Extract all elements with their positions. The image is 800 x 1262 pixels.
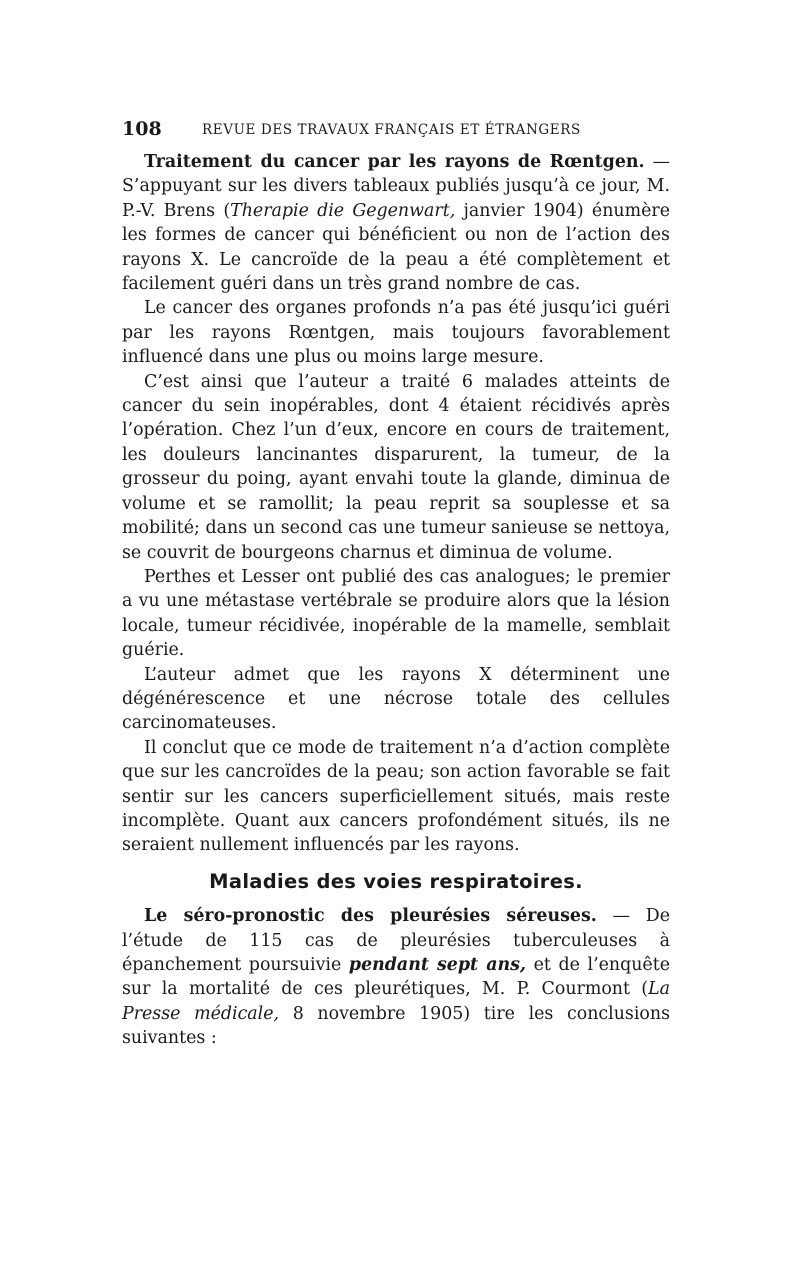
article1-p1-text-a: — S’appuyant sur les divers tableaux publiés jusqu’à ce jour, M. P.-V. Brens ( [122,152,670,221]
article2-p1-text-b: et de l’enquête sur la mortalité de ces pleurétiques, M. P. Courmont ( [122,955,670,1000]
article1-paragraph-3: C’est ainsi que l’auteur a traité 6 malades atteints de cancer du sein inopérables, dont 4 étaient récidivés après l’opération. Chez l’un d’eux, encore en cours de traitement, les douleurs lancinantes disparurent, la tumeur, de la grosseur du poing, ayant envahi toute la glande, diminua de volume et se ramollit; la peau reprit sa souplesse et sa mobilité; dans un second cas une tumeur sanieuse se nettoya, se couvrit de bourgeons charnus et diminua de volume. [122,371,670,563]
running-head: REVUE DES TRAVAUX FRANÇAIS ET ÉTRANGERS [202,122,581,138]
article1-journal: Therapie die Gegenwart, [230,200,456,221]
article2-emphasis: pendant sept ans, [348,955,526,975]
page-header [122,118,670,142]
article2-paragraph-1 [122,904,670,1050]
body-text [122,150,670,1051]
article1-title: Traitement du cancer par les rayons de Rœntgen. [144,152,645,172]
page-number: 108 [122,118,162,140]
article2-journal: La Presse médicale, [122,979,670,1024]
article2-p1-text-a: — De l’étude de 115 cas de pleurésies tuberculeuses à épanchement poursuivie [122,906,670,975]
article1-p1-text-b: janvier 1904) énumère les formes de cancer qui bénéficient ou non de l’action des rayons X. Le cancroïde de la peau a été complètement et facilement guéri dans un très grand nombre de cas. [122,200,670,295]
article1-paragraph-6: Il conclut que ce mode de traitement n’a d’action complète que sur les cancroïdes de la peau; son action favorable se fait sentir sur les cancers superficiellement situés, mais reste incomplète. Quant aux cancers profondément situés, ils ne seraient nullement influencés par les rayons. [122,737,670,856]
article1-paragraph-5: L’auteur admet que les rayons X déterminent une dégénérescence et une nécrose totale des cellules carcinomateuses. [122,664,670,734]
section-heading: Maladies des voies respiratoires. [209,869,583,893]
article1-paragraph-4: Perthes et Lesser ont publié des cas analogues; le premier a vu une métastase vertébrale se produire alors que la lésion locale, tumeur récidivée, inopérable de la mamelle, semblait guérie. [122,566,670,661]
article1-paragraph-1 [122,150,670,296]
article2-p1-text-c: 8 novembre 1905) tire les conclusions suivantes : [122,1003,670,1049]
article2-title: Le séro-pronostic des pleurésies séreuses. [144,906,597,927]
article1-paragraph-2: Le cancer des organes profonds n’a pas été jusqu’ici guéri par les rayons Rœntgen, mais toujours favorablement influencé dans une plus ou moins large mesure. [122,298,670,368]
